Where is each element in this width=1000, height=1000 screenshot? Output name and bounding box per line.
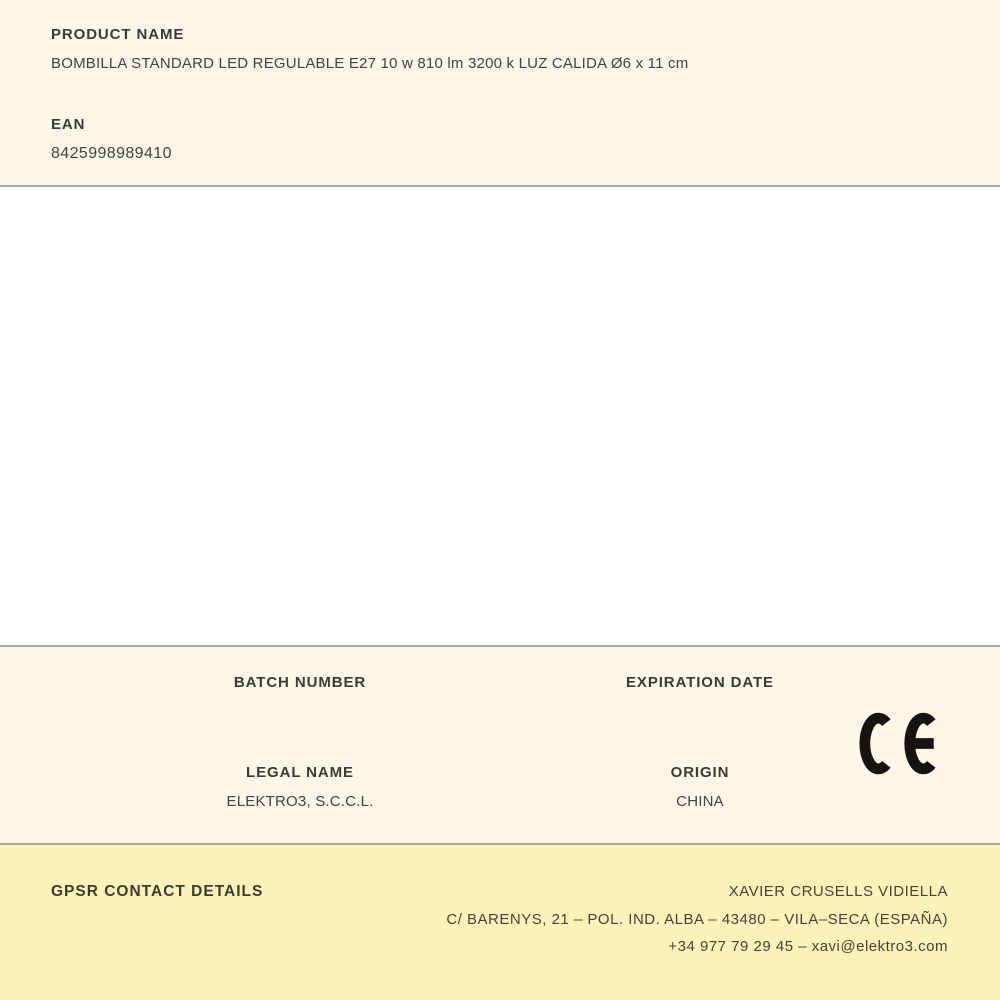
contact-address: C/ BARENYS, 21 – POL. IND. ALBA – 43480 – VILA–SECA (ESPAÑA)	[446, 910, 948, 928]
gpsr-contact-section	[0, 845, 1000, 1000]
expiration-origin-column	[500, 672, 900, 813]
product-name-field	[51, 24, 949, 75]
expiration-date-value	[500, 701, 900, 723]
traceability-section	[0, 647, 1000, 845]
ean-label: EAN	[51, 116, 86, 133]
contact-phone-email: +34 977 79 29 45 – xavi@elektro3.com	[668, 938, 948, 955]
batch-number-value	[100, 701, 500, 723]
blank-section	[0, 187, 1000, 647]
ean-field	[51, 114, 949, 165]
traceability-grid	[0, 647, 1000, 813]
ce-mark-icon	[859, 712, 943, 775]
batch-number-label: BATCH NUMBER	[233, 674, 367, 691]
expiration-date-label: EXPIRATION DATE	[626, 674, 774, 691]
ean-value: 8425998989410	[51, 145, 172, 162]
product-info-section	[0, 0, 1000, 187]
contact-name: XAVIER CRUSELLS VIDIELLA	[728, 883, 948, 900]
origin-label: ORIGIN	[670, 764, 730, 781]
legal-name-label: LEGAL NAME	[246, 764, 354, 781]
batch-legal-column	[100, 672, 500, 813]
product-name-label: PRODUCT NAME	[51, 26, 185, 43]
gpsr-heading: GPSR CONTACT DETAILS	[51, 883, 264, 900]
product-name-value: BOMBILLA STANDARD LED REGULABLE E27 10 w 810 lm 3200 k LUZ CALIDA Ø6 x 11 cm	[51, 55, 689, 72]
origin-value: CHINA	[676, 793, 724, 810]
legal-name-value: ELEKTRO3, S.C.C.L.	[226, 793, 374, 810]
